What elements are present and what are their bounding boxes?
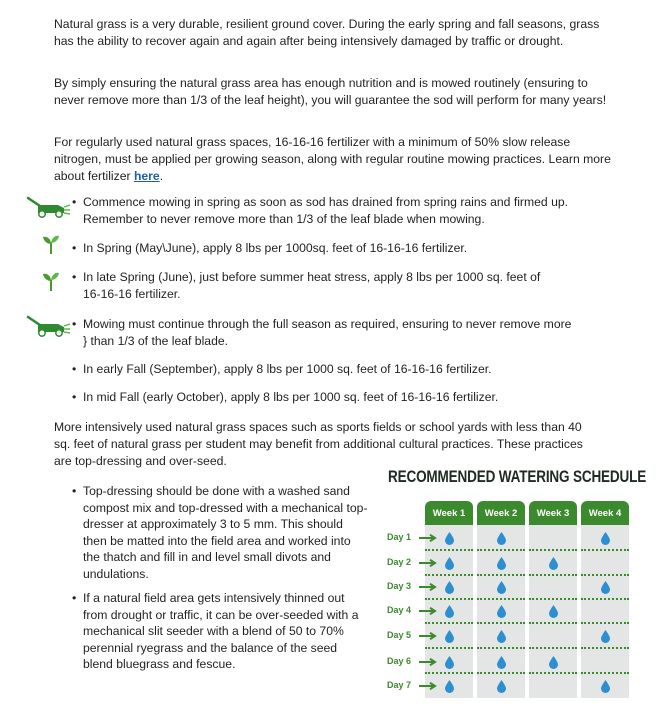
water-drop-icon xyxy=(497,557,506,570)
day-label: Day 7 xyxy=(387,680,412,690)
water-drop-icon xyxy=(445,581,454,594)
row-separator xyxy=(477,672,525,674)
row-separator xyxy=(581,672,629,674)
water-drop-icon xyxy=(497,605,506,618)
row-separator xyxy=(425,598,473,600)
list-item xyxy=(72,590,368,673)
bullet-dot: • xyxy=(72,484,77,498)
week-column xyxy=(581,525,629,698)
water-drop-icon xyxy=(445,557,454,570)
day-label: Day 3 xyxy=(387,581,412,591)
intro-paragraph-1: Natural grass is a very durable, resilient ground cover. During the early spring and fall seasons, grass has the ability to recover again and again after being intensively damaged by traffic or drought. xyxy=(54,17,600,48)
water-drop-icon xyxy=(601,532,610,545)
list-item xyxy=(72,483,368,582)
water-drop-icon xyxy=(497,656,506,669)
period: . xyxy=(159,169,164,183)
list-item xyxy=(72,269,552,302)
water-drop-icon xyxy=(445,656,454,669)
sprout-icon xyxy=(42,270,60,292)
row-separator xyxy=(477,647,525,649)
list-item xyxy=(72,240,592,257)
water-drop-icon xyxy=(445,630,454,643)
water-drop-icon xyxy=(445,532,454,545)
row-separator xyxy=(529,574,577,576)
bullet-text: In mid Fall (early October), apply 8 lbs per 1000 sq. feet of 16-16-16 fertilizer. xyxy=(83,390,499,404)
water-drop-icon xyxy=(601,581,610,594)
intro-paragraph-3 xyxy=(54,134,614,185)
arrow-icon xyxy=(419,583,439,591)
arrow-icon xyxy=(419,632,439,640)
fertilizer-link[interactable]: here xyxy=(133,169,160,183)
week-header: Week 3 xyxy=(529,501,577,525)
row-separator xyxy=(529,549,577,551)
day-label: Day 4 xyxy=(387,605,412,615)
schedule-title: RECOMMENDED WATERING SCHEDULE xyxy=(388,468,647,486)
bullet-text: Mowing must continue through the full season as required, ensuring to never remove more } than 1/3 of the leaf blade. xyxy=(83,317,572,348)
row-separator xyxy=(425,622,473,624)
week-header: Week 4 xyxy=(581,501,629,525)
bullet-dot: • xyxy=(72,270,77,284)
bullet-dot: • xyxy=(72,241,77,255)
water-drop-icon xyxy=(549,656,558,669)
day-label: Day 5 xyxy=(387,630,412,640)
water-drop-icon xyxy=(445,605,454,618)
bullet-dot: • xyxy=(72,390,77,404)
row-separator xyxy=(477,622,525,624)
water-drop-icon xyxy=(445,680,454,693)
water-drop-icon xyxy=(549,605,558,618)
sprout-icon xyxy=(42,233,60,255)
list-item xyxy=(72,361,592,378)
bullet-text: In Spring (May\June), apply 8 lbs per 1000sq. feet of 16-16-16 fertilizer. xyxy=(83,241,468,255)
arrow-icon xyxy=(419,682,439,690)
list-item xyxy=(72,389,592,406)
day-label: Day 2 xyxy=(387,557,412,567)
row-separator xyxy=(425,574,473,576)
arrow-icon xyxy=(419,559,439,567)
row-separator xyxy=(529,622,577,624)
bullet-dot: • xyxy=(72,591,77,605)
row-separator xyxy=(477,598,525,600)
row-separator xyxy=(477,574,525,576)
water-drop-icon xyxy=(497,532,506,545)
row-separator xyxy=(581,622,629,624)
bullet-dot: • xyxy=(72,195,77,209)
arrow-icon xyxy=(419,658,439,666)
fertilizer-text: For regularly used natural grass spaces, 16-16-16 fertilizer with a minimum of 50% slow release nitrogen, must be applied per growing season, along with regular routine mowing practices. Learn more about fertilizer xyxy=(54,135,611,183)
row-separator xyxy=(581,647,629,649)
water-drop-icon xyxy=(601,680,610,693)
row-separator xyxy=(581,598,629,600)
row-separator xyxy=(581,574,629,576)
row-separator xyxy=(529,647,577,649)
week-header: Week 2 xyxy=(477,501,525,525)
row-separator xyxy=(425,549,473,551)
bullet-text: Top-dressing should be done with a washed sand compost mix and top-dressed with a mechanical top-dresser at approximately 3 to 5 mm. This should then be matted into the field area and worked into the thatch and fill in and level small divots and undulations. xyxy=(83,484,368,581)
day-label: Day 6 xyxy=(387,656,412,666)
row-separator xyxy=(581,549,629,551)
bullet-text: In late Spring (June), just before summer heat stress, apply 8 lbs per 1000 sq. feet of 16-16-16 fertilizer. xyxy=(83,270,541,301)
arrow-icon xyxy=(419,607,439,615)
row-separator xyxy=(477,549,525,551)
list-item xyxy=(72,194,592,227)
week-header: Week 1 xyxy=(425,501,473,525)
water-drop-icon xyxy=(601,630,610,643)
bullet-dot: • xyxy=(72,317,77,331)
water-drop-icon xyxy=(497,581,506,594)
water-drop-icon xyxy=(497,630,506,643)
arrow-icon xyxy=(419,534,439,542)
water-drop-icon xyxy=(497,680,506,693)
row-separator xyxy=(425,647,473,649)
row-separator xyxy=(425,672,473,674)
bullet-dot: • xyxy=(72,362,77,376)
row-separator xyxy=(529,672,577,674)
intro-paragraph-2: By simply ensuring the natural grass area has enough nutrition and is mowed routinely (ensuring to never remove more than 1/3 of the leaf height), you will guarantee the sod will perform for many years! xyxy=(54,76,607,107)
bullet-text: In early Fall (September), apply 8 lbs per 1000 sq. feet of 16-16-16 fertilizer. xyxy=(83,362,492,376)
lawnmower-icon xyxy=(26,196,70,218)
water-drop-icon xyxy=(549,557,558,570)
bullet-text: If a natural field area gets intensively thinned out from drought or traffic, it can be over-seeded with a mechanical slit seeder with a blend of 50 to 70% perennial ryegrass and the balance of the seed blend bluegrass and fescue. xyxy=(83,591,359,671)
bullet-text: Commence mowing in spring as soon as sod has drained from spring rains and firmed up. Remember to never remove more than 1/3 of the leaf blade when mowing. xyxy=(83,195,569,226)
day-label: Day 1 xyxy=(387,532,412,542)
lawnmower-icon xyxy=(26,315,70,337)
list-item xyxy=(72,316,572,349)
practices-paragraph: More intensively used natural grass spaces such as sports fields or school yards with less than 40 sq. feet of natural grass per student may benefit from additional cultural practices. These practices are top-dressing and over-seed. xyxy=(54,420,583,468)
row-separator xyxy=(529,598,577,600)
